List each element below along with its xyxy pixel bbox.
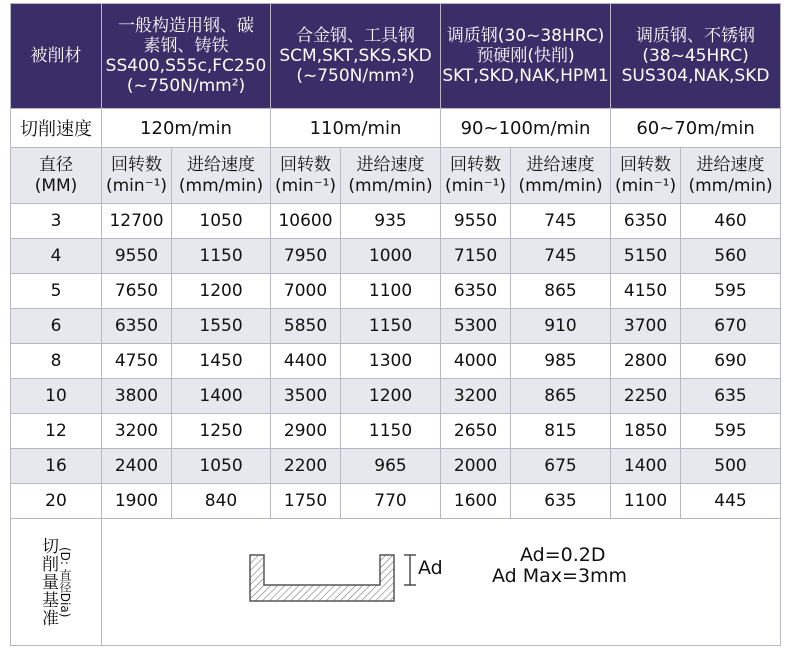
feed-cell: 745 bbox=[511, 204, 611, 239]
feed-cell: 1050 bbox=[172, 449, 271, 484]
feed-cell: 935 bbox=[341, 204, 441, 239]
feed-cell: 595 bbox=[681, 414, 781, 449]
diameter-cell: 3 bbox=[11, 204, 102, 239]
feed-header-line: (mm/min) bbox=[518, 175, 603, 196]
material-group-1-line: SS400,S55c,FC250 bbox=[105, 56, 267, 76]
rpm-header bbox=[102, 148, 172, 204]
feed-cell: 1150 bbox=[172, 239, 271, 274]
material-group-3-line: 调质钢(30~38HRC) bbox=[446, 26, 605, 46]
feed-cell: 1050 bbox=[172, 204, 271, 239]
sub-header-row bbox=[11, 148, 781, 204]
material-group-4-line: (38~45HRC) bbox=[642, 46, 749, 66]
material-group-1 bbox=[102, 4, 271, 109]
diameter-header bbox=[11, 148, 102, 204]
material-group-3-line: 预硬刚(快削) bbox=[476, 46, 575, 66]
rpm-cell: 6350 bbox=[441, 274, 511, 309]
table-row bbox=[11, 204, 781, 239]
diameter-cell: 6 bbox=[11, 309, 102, 344]
feed-cell: 1200 bbox=[341, 379, 441, 414]
rpm-header bbox=[611, 148, 681, 204]
rpm-cell: 4150 bbox=[611, 274, 681, 309]
feed-cell: 1250 bbox=[172, 414, 271, 449]
diameter-cell: 20 bbox=[11, 484, 102, 519]
table-row bbox=[11, 274, 781, 309]
rpm-cell: 1750 bbox=[271, 484, 341, 519]
rpm-cell: 1600 bbox=[441, 484, 511, 519]
feed-cell: 595 bbox=[681, 274, 781, 309]
rpm-header-line: (min⁻¹) bbox=[274, 175, 337, 196]
feed-header bbox=[681, 148, 781, 204]
rpm-cell: 1850 bbox=[611, 414, 681, 449]
feed-cell: 460 bbox=[681, 204, 781, 239]
material-group-4 bbox=[611, 4, 781, 109]
diameter-header-line: (MM) bbox=[34, 175, 78, 196]
rpm-header-line: 回转数 bbox=[450, 154, 502, 175]
diameter-cell: 8 bbox=[11, 344, 102, 379]
feed-cell: 1100 bbox=[341, 274, 441, 309]
rpm-header bbox=[271, 148, 341, 204]
feed-cell: 840 bbox=[172, 484, 271, 519]
rpm-cell: 2250 bbox=[611, 379, 681, 414]
formula-line-2: Ad Max=3mm bbox=[492, 565, 628, 587]
workpiece-profile bbox=[250, 555, 394, 601]
table-row bbox=[11, 309, 781, 344]
table-row bbox=[11, 449, 781, 484]
cutting-speed-value: 90~100m/min bbox=[441, 109, 611, 148]
rpm-cell: 2200 bbox=[271, 449, 341, 484]
rpm-cell: 10600 bbox=[271, 204, 341, 239]
table-row bbox=[11, 239, 781, 274]
cut-formula bbox=[492, 545, 627, 587]
table-row bbox=[11, 414, 781, 449]
cut-amount-basis-row bbox=[11, 519, 781, 646]
feed-cell: 1550 bbox=[172, 309, 271, 344]
rpm-header-line: 回转数 bbox=[111, 154, 162, 175]
feed-cell: 965 bbox=[341, 449, 441, 484]
rpm-header-line: (min⁻¹) bbox=[614, 175, 677, 196]
material-group-4-line: 调质钢、不锈钢 bbox=[636, 26, 756, 46]
rpm-cell: 5850 bbox=[271, 309, 341, 344]
material-group-4-line: SUS304,NAK,SKD bbox=[621, 66, 770, 86]
material-label: 被削材 bbox=[11, 4, 102, 109]
feed-header-line: 进给速度 bbox=[356, 154, 425, 175]
feed-header-line: (mm/min) bbox=[688, 175, 773, 196]
feed-cell: 445 bbox=[681, 484, 781, 519]
diameter-cell: 4 bbox=[11, 239, 102, 274]
feed-cell: 675 bbox=[511, 449, 611, 484]
feed-header-line: 进给速度 bbox=[187, 154, 255, 175]
material-group-1-line: 素钢、铸铁 bbox=[143, 36, 229, 56]
rpm-cell: 2650 bbox=[441, 414, 511, 449]
material-group-3-line: SKT,SKD,NAK,HPM1 bbox=[442, 66, 609, 86]
feed-header-line: (mm/min) bbox=[178, 175, 264, 196]
material-group-2-line: (~750N/mm²) bbox=[296, 66, 415, 86]
rpm-cell: 7000 bbox=[271, 274, 341, 309]
basis-diagram-cell bbox=[102, 519, 781, 646]
feed-cell: 635 bbox=[511, 484, 611, 519]
rpm-header bbox=[441, 148, 511, 204]
rpm-cell: 4000 bbox=[441, 344, 511, 379]
rpm-cell: 3200 bbox=[102, 414, 172, 449]
feed-cell: 1300 bbox=[341, 344, 441, 379]
rpm-cell: 3200 bbox=[441, 379, 511, 414]
basis-label-cell bbox=[11, 519, 102, 646]
cutting-speed-value: 120m/min bbox=[102, 109, 271, 148]
rpm-cell: 3500 bbox=[271, 379, 341, 414]
cutting-speed-row bbox=[11, 109, 781, 148]
feed-cell: 1400 bbox=[172, 379, 271, 414]
diameter-cell: 10 bbox=[11, 379, 102, 414]
formula-line-1: Ad=0.2D bbox=[520, 544, 606, 566]
feed-header-line: 进给速度 bbox=[696, 154, 765, 175]
feed-cell: 690 bbox=[681, 344, 781, 379]
table-row bbox=[11, 344, 781, 379]
feed-cell: 670 bbox=[681, 309, 781, 344]
cutting-speed-label: 切削速度 bbox=[11, 109, 102, 148]
cutting-speed-value: 60~70m/min bbox=[611, 109, 781, 148]
feed-header-line: 进给速度 bbox=[526, 154, 595, 175]
header-row bbox=[11, 4, 781, 109]
rpm-cell: 2800 bbox=[611, 344, 681, 379]
rpm-cell: 6350 bbox=[611, 204, 681, 239]
rpm-cell: 2000 bbox=[441, 449, 511, 484]
rpm-cell: 1900 bbox=[102, 484, 172, 519]
material-group-2-line: SCM,SKT,SKS,SKD bbox=[279, 46, 432, 66]
feed-header-line: (mm/min) bbox=[348, 175, 433, 196]
rpm-header-line: (min⁻¹) bbox=[444, 175, 507, 196]
rpm-cell: 4400 bbox=[271, 344, 341, 379]
feed-cell: 865 bbox=[511, 274, 611, 309]
rpm-cell: 6350 bbox=[102, 309, 172, 344]
feed-header bbox=[172, 148, 271, 204]
feed-cell: 1000 bbox=[341, 239, 441, 274]
rpm-cell: 4750 bbox=[102, 344, 172, 379]
feed-cell: 745 bbox=[511, 239, 611, 274]
table-row bbox=[11, 484, 781, 519]
rpm-cell: 12700 bbox=[102, 204, 172, 239]
rpm-cell: 1400 bbox=[611, 449, 681, 484]
feed-cell: 815 bbox=[511, 414, 611, 449]
rpm-header-line: 回转数 bbox=[620, 154, 672, 175]
rpm-cell: 9550 bbox=[441, 204, 511, 239]
feed-cell: 500 bbox=[681, 449, 781, 484]
cutting-conditions-table bbox=[10, 3, 781, 646]
feed-cell: 1450 bbox=[172, 344, 271, 379]
cutting-speed-value: 110m/min bbox=[271, 109, 441, 148]
diameter-cell: 16 bbox=[11, 449, 102, 484]
feed-cell: 770 bbox=[341, 484, 441, 519]
feed-cell: 985 bbox=[511, 344, 611, 379]
basis-label: 切削量基准 bbox=[38, 537, 58, 627]
basis-sublabel: (D: 直径Dia) bbox=[58, 546, 72, 618]
feed-cell: 1150 bbox=[341, 414, 441, 449]
rpm-cell: 2400 bbox=[102, 449, 172, 484]
material-group-1-line: 一般构造用钢、碳 bbox=[118, 16, 254, 36]
feed-header bbox=[511, 148, 611, 204]
table-row bbox=[11, 379, 781, 414]
diameter-cell: 12 bbox=[11, 414, 102, 449]
rpm-cell: 5300 bbox=[441, 309, 511, 344]
material-group-3 bbox=[441, 4, 611, 109]
rpm-cell: 9550 bbox=[102, 239, 172, 274]
rpm-cell: 1100 bbox=[611, 484, 681, 519]
feed-cell: 560 bbox=[681, 239, 781, 274]
material-group-1-line: (~750N/mm²) bbox=[126, 76, 246, 96]
material-group-2-line: 合金钢、工具钢 bbox=[296, 26, 416, 46]
rpm-cell: 7650 bbox=[102, 274, 172, 309]
rpm-header-line: 回转数 bbox=[280, 154, 332, 175]
diameter-cell: 5 bbox=[11, 274, 102, 309]
feed-header bbox=[341, 148, 441, 204]
ad-label: Ad bbox=[418, 557, 443, 579]
feed-cell: 865 bbox=[511, 379, 611, 414]
feed-cell: 910 bbox=[511, 309, 611, 344]
rpm-cell: 3800 bbox=[102, 379, 172, 414]
rpm-cell: 5150 bbox=[611, 239, 681, 274]
diameter-header-line: 直径 bbox=[39, 154, 73, 175]
rpm-cell: 3700 bbox=[611, 309, 681, 344]
material-group-2 bbox=[271, 4, 441, 109]
rpm-header-line: (min⁻¹) bbox=[105, 175, 168, 196]
rpm-cell: 2900 bbox=[271, 414, 341, 449]
feed-cell: 1200 bbox=[172, 274, 271, 309]
rpm-cell: 7150 bbox=[441, 239, 511, 274]
feed-cell: 635 bbox=[681, 379, 781, 414]
feed-cell: 1150 bbox=[341, 309, 441, 344]
rpm-cell: 7950 bbox=[271, 239, 341, 274]
